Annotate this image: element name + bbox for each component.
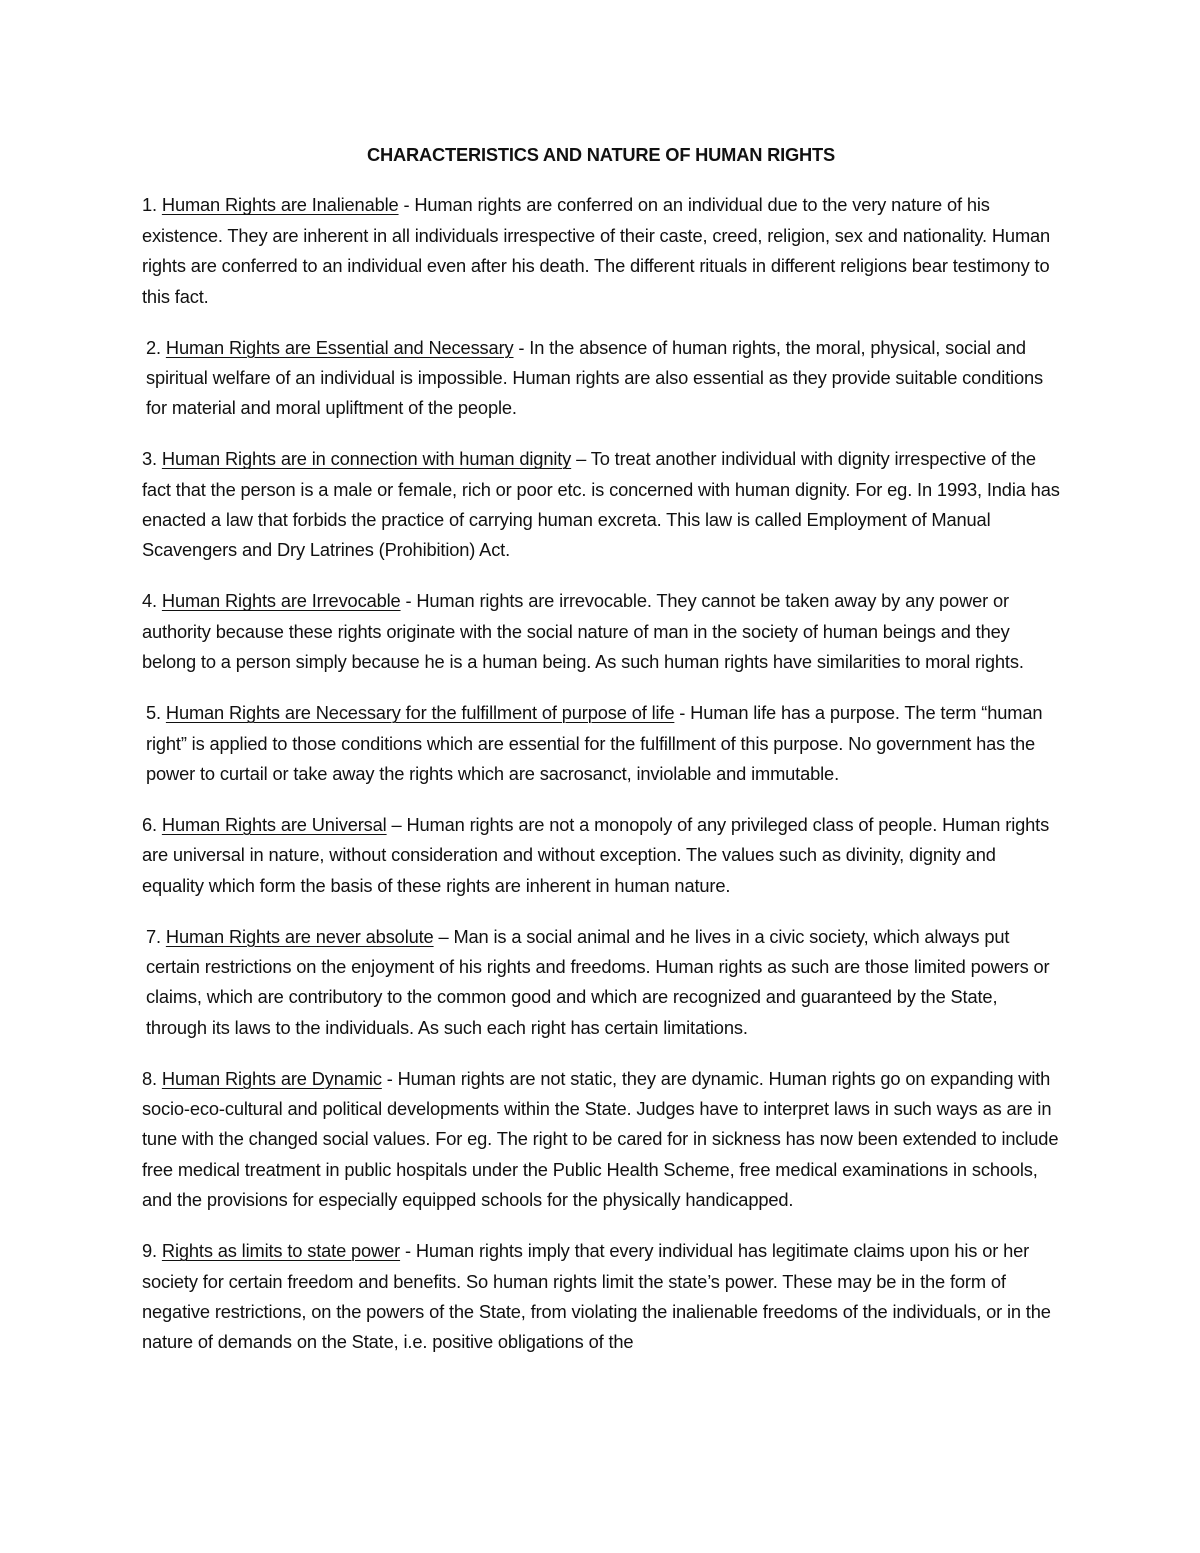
paragraph-number: 2. bbox=[146, 336, 161, 358]
paragraph-number: 8. bbox=[142, 1067, 157, 1089]
paragraph-body: Human rights are not a monopoly of any privileged class of people. Human rights are universal in nature, without consideration and without exception. The values such as divinity, dignity and equality which form the basis of these rights are inherent in human nature. bbox=[142, 813, 1050, 896]
paragraph-1 bbox=[142, 190, 1060, 312]
paragraph-heading: Human Rights are Universal bbox=[161, 813, 387, 835]
paragraph-number: 5. bbox=[146, 702, 161, 724]
paragraph-separator: - bbox=[513, 336, 525, 358]
paragraph-9 bbox=[142, 1236, 1060, 1358]
paragraph-4 bbox=[142, 586, 1060, 677]
paragraph-heading: Human Rights are Irrevocable bbox=[161, 590, 401, 612]
paragraph-separator: - bbox=[400, 1240, 411, 1262]
document-title: CHARACTERISTICS AND NATURE OF HUMAN RIGHTS bbox=[367, 144, 835, 165]
paragraph-heading: Human Rights are Essential and Necessary bbox=[165, 336, 514, 358]
paragraph-separator: - bbox=[398, 194, 410, 216]
paragraph-2 bbox=[142, 333, 1060, 424]
paragraph-body: Man is a social animal and he lives in a civic society, which always put certain restrictions on the enjoyment of his rights and freedoms. Human rights as such are those limited powers or claims, which are contributory to the common good and which are recognized and guaranteed by the State, through its laws to the individuals. As such each right has certain limitations. bbox=[146, 925, 1050, 1038]
paragraph-separator: - bbox=[674, 702, 686, 724]
paragraph-number: 1. bbox=[142, 194, 157, 216]
paragraph-heading: Rights as limits to state power bbox=[161, 1240, 401, 1262]
paragraph-3 bbox=[142, 444, 1060, 566]
paragraph-heading: Human Rights are never absolute bbox=[165, 925, 434, 947]
paragraph-separator: - bbox=[400, 590, 412, 612]
paragraph-number: 7. bbox=[146, 925, 161, 947]
paragraph-heading: Human Rights are Dynamic bbox=[161, 1067, 382, 1089]
paragraph-separator: – bbox=[571, 448, 587, 470]
paragraph-separator: – bbox=[433, 925, 449, 947]
paragraph-number: 4. bbox=[142, 590, 157, 612]
paragraph-body: Human rights are not static, they are dynamic. Human rights go on expanding with socio-eco-cultural and political developments within the State. Judges have to interpret laws in such ways as are in tune with the changed social values. For eg. The right to be cared for in sickness has now been extended to include free medical treatment in public hospitals under the Public Health Scheme, free medical examinations in schools, and the provisions for especially equipped schools for the physically handicapped. bbox=[142, 1067, 1059, 1211]
paragraph-5 bbox=[142, 698, 1060, 789]
paragraph-6 bbox=[142, 810, 1060, 901]
paragraph-body: Human rights imply that every individual has legitimate claims upon his or her society for certain freedom and benefits. So human rights limit the state’s power. These may be in the form of negative restrictions, on the powers of the State, from violating the inalienable freedoms of the individuals, or in the nature of demands on the State, i.e. positive obligations of the bbox=[142, 1240, 1051, 1353]
paragraph-heading: Human Rights are Inalienable bbox=[161, 194, 399, 216]
paragraph-body: To treat another individual with dignity irrespective of the fact that the person is a male or female, rich or poor etc. is concerned with human dignity. For eg. In 1993, India has enacted a law that forbids the practice of carrying human excreta. This law is called Employment of Manual Scavengers and Dry Latrines (Prohibition) Act. bbox=[142, 448, 1060, 561]
paragraph-heading: Human Rights are in connection with human dignity bbox=[161, 448, 572, 470]
paragraph-number: 6. bbox=[142, 813, 157, 835]
document-page bbox=[142, 140, 1060, 1378]
paragraph-number: 9. bbox=[142, 1240, 157, 1262]
paragraph-body: Human life has a purpose. The term “human right” is applied to those conditions which are essential for the fulfillment of this purpose. No government has the power to curtail or take away the rights which are sacrosanct, inviolable and immutable. bbox=[146, 702, 1043, 784]
paragraph-8 bbox=[142, 1064, 1060, 1216]
paragraph-separator: - bbox=[381, 1067, 393, 1089]
paragraph-7 bbox=[142, 922, 1060, 1044]
paragraph-heading: Human Rights are Necessary for the fulfillment of purpose of life bbox=[165, 702, 675, 724]
paragraph-body: Human rights are irrevocable. They cannot be taken away by any power or authority because these rights originate with the social nature of man in the society of human beings and they belong to a person simply because he is a human being. As such human rights have similarities to moral rights. bbox=[142, 590, 1024, 673]
paragraph-body: Human rights are conferred on an individual due to the very nature of his existence. They are inherent in all individuals irrespective of their caste, creed, religion, sex and nationality. Human rights are conferred to an individual even after his death. The different rituals in different religions bear testimony to this fact. bbox=[142, 194, 1051, 307]
paragraph-body: In the absence of human rights, the moral, physical, social and spiritual welfare of an individual is impossible. Human rights are also essential as they provide suitable conditions for material and moral upliftment of the people. bbox=[146, 336, 1043, 419]
paragraph-number: 3. bbox=[142, 448, 157, 470]
paragraph-separator: – bbox=[386, 813, 402, 835]
